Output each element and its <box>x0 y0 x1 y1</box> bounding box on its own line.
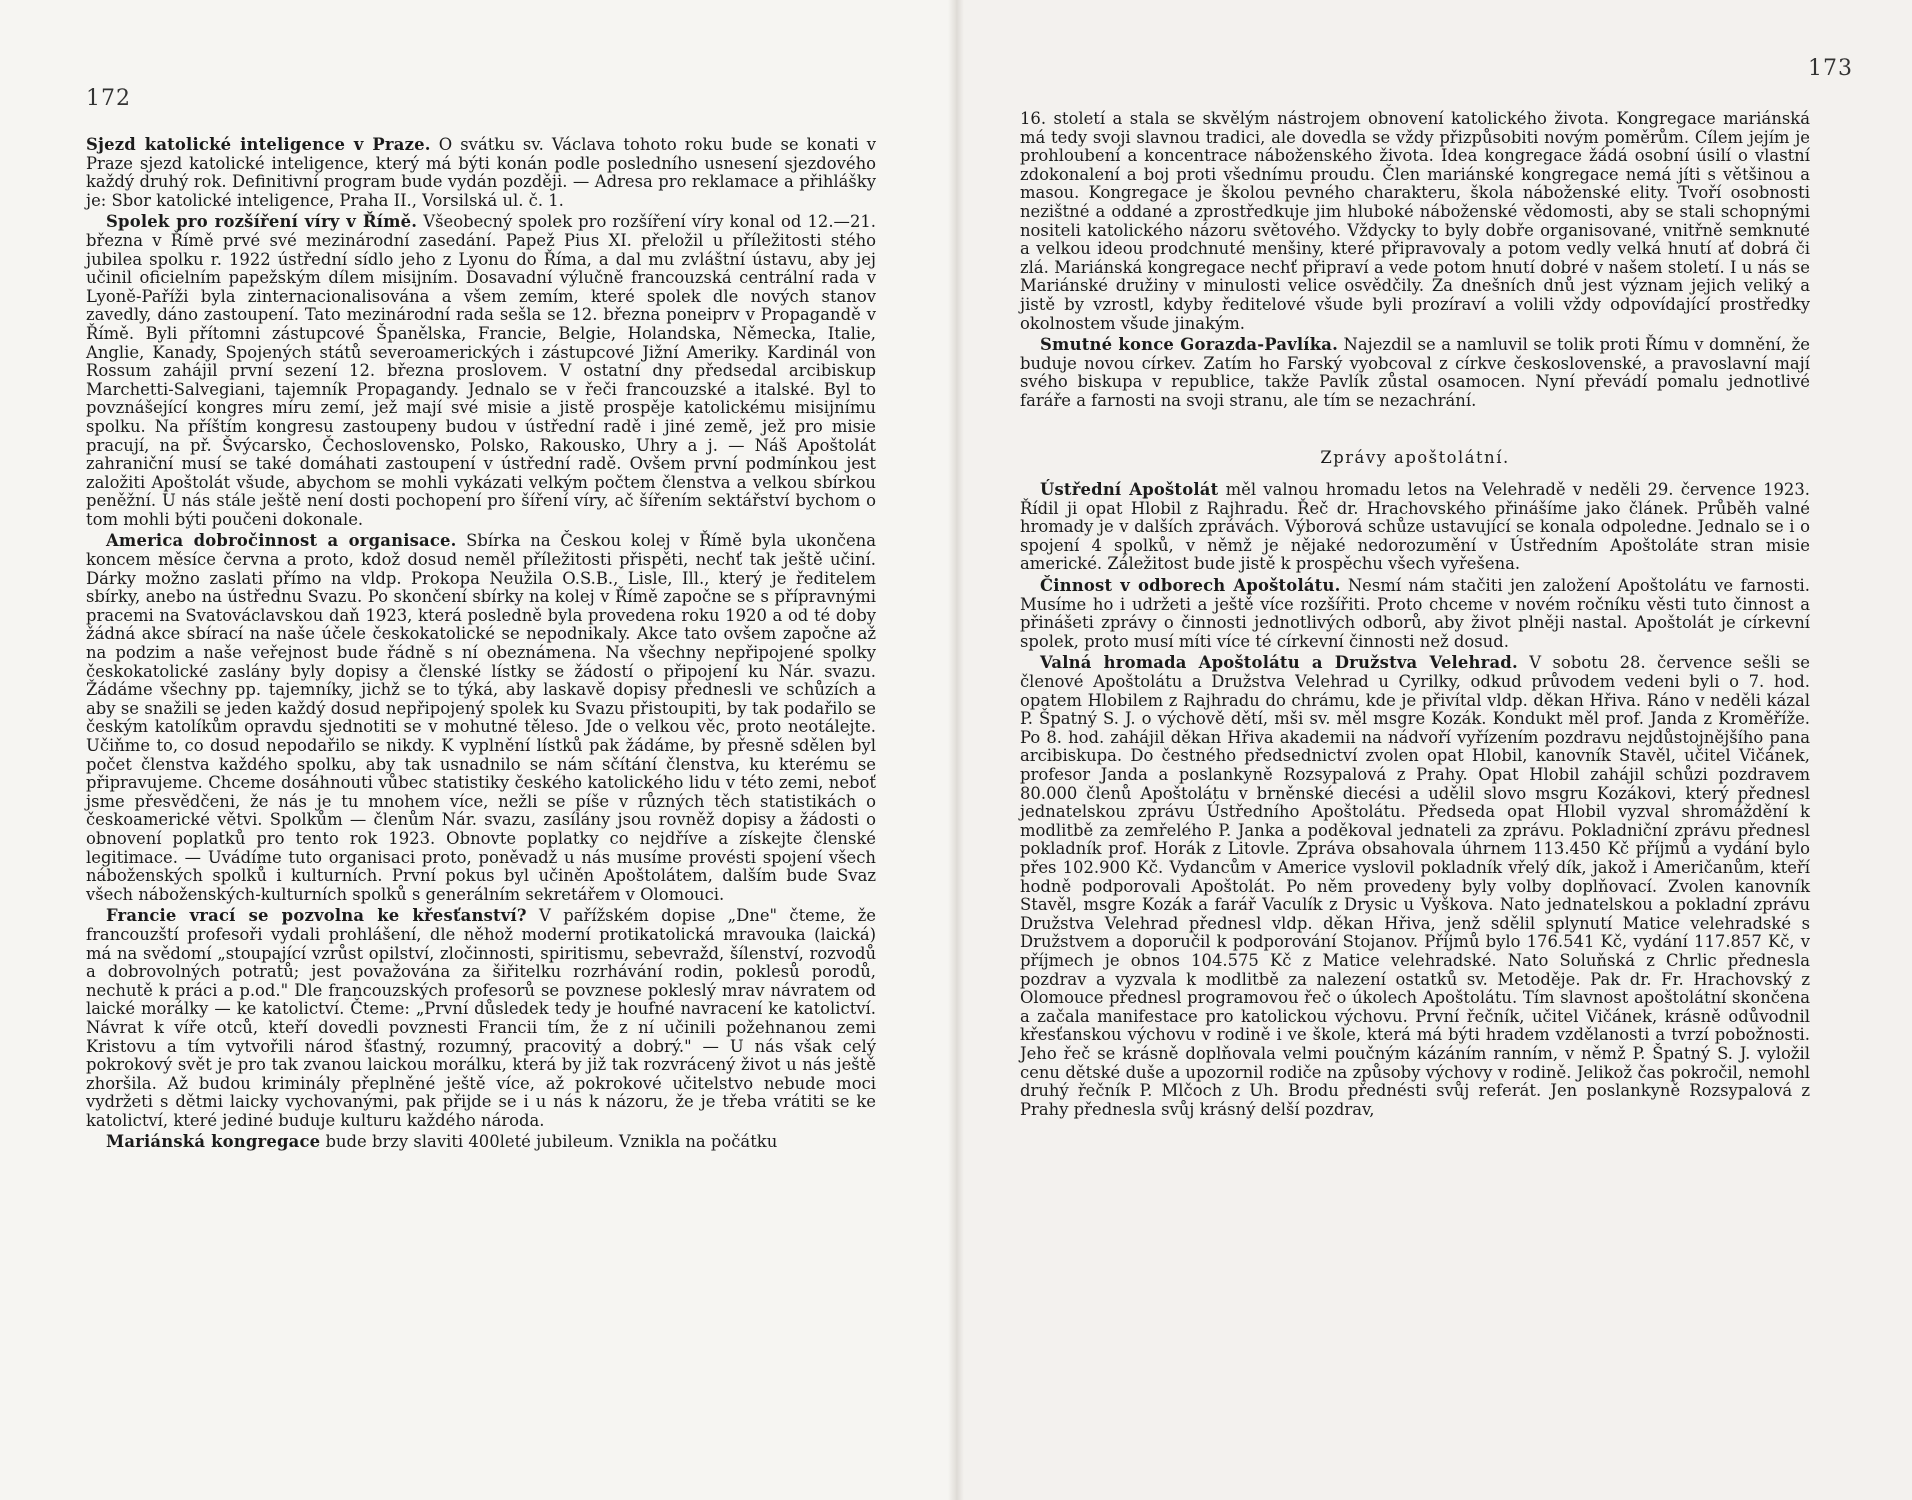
paragraph-lead: Spolek pro rozšíření víry v Římě. <box>106 212 418 232</box>
paragraph-body: Nesmí nám stačiti jen založení Apoštolátu ve farnosti. Musíme ho i udržeti a ještě více rozšířiti. Proto chceme v novém ročníku věsti tuto činnost a přinášeti zprávy o činnosti jednotlivých odborů, aby život plněji nastal. Apoštolát je církevní spolek, proto musí míti více té církevní činnosti než dosud. <box>1020 576 1811 651</box>
right-text-column <box>1020 110 1810 1122</box>
paragraph-lead: Činnost v odborech Apoštolátu. <box>1040 576 1341 596</box>
paragraph-lead: Smutné konce Gorazda-Pavlíka. <box>1040 335 1339 355</box>
paragraph <box>86 532 876 904</box>
paragraph-lead: Francie vrací se pozvolna ke křesťanství? <box>106 906 527 926</box>
paragraph <box>86 907 876 1130</box>
paragraph-body: O svátku sv. Václava tohoto roku bude se konati v Praze sjezd katolické inteligence, který má býti konán podle posledního usnesení sjezdového každý druhý rok. Definitivní program bude vydán později. — Adresa pro reklamace a přihlášky je: Sbor katolické inteligence, Praha II., Vorsilská ul. č. 1. <box>86 135 876 210</box>
paragraph-body: měl valnou hromadu letos na Velehradě v neděli 29. července 1923. Řídil ji opat Hlobil z Rajhradu. Řeč dr. Hrachovského přinášíme jako článek. Průběh valné hromady je v dalších zprávách. Výborová schůze ustavující se konala odpoledne. Jednalo se i o spojení 4 spolků, v němž je nějaké nedorozumění v Ústředním Apoštoláte stran misie americké. Záležitost bude jistě k prospěchu všech vyřešena. <box>1020 480 1811 574</box>
paragraph-lead: Mariánská kongregace <box>106 1132 321 1152</box>
left-text-column <box>86 136 876 1155</box>
paragraph-body: Všeobecný spolek pro rozšíření víry konal od 12.—21. března v Římě prvé své mezinárodní zasedání. Papež Pius XI. přeložil u příležitosti stého jubilea spolku r. 1922 ústřední sídlo jeho z Lyonu do Říma, a dal mu zvláštní ústavu, aby jej učinil oficielním papežským dílem misijním. Dosavadní výlučně francouzská centrální rada v Lyoně-Paříži byla zinternacionalisována a všem zemím, které spolek dle nových stanov zavedly, dáno zastoupení. Tato mezinárodní rada sešla se 12. března poneiprv v Propagandě v Římě. Byli přítomni zástupcové Španělska, Francie, Belgie, Holandska, Německa, Italie, Anglie, Kanady, Spojených států severoamerických i zástupcové Jižní Ameriky. Kardinál von Rossum zahájil první sezení 12. března proslovem. V ostatní dny předsedal arcibiskup Marchetti-Salvegiani, tajemník Propagandy. Jednalo se v řeči francouzské a italské. Byl to povznášející kongres míru zemí, jež mají své misie a jistě prospěje katolickému misijnímu spolku. Na příštím kongresu zastoupeny budou v ústřední radě i jiné země, jež pro misie pracují, na př. Švýcarsko, Čechoslovensko, Polsko, Rakousko, Uhry a j. — Náš Apoštolát zahraniční musí se také domáhati zastoupení v ústřední radě. Ovšem první podmínkou jest založiti Apoštolát všude, abychom se mohli vykázati velkým počtem členstva a velkou sbírkou peněžní. U nás stále ještě není dosti pochopení pro šíření víry, ač šířením sektářství bychom o tom mohli býti poučeni dokonale. <box>86 212 877 529</box>
paragraph-lead: Ústřední Apoštolát <box>1040 480 1219 500</box>
paragraph <box>1020 336 1810 410</box>
paragraph-lead: America dobročinnost a organisace. <box>106 531 457 551</box>
right-page <box>956 0 1912 1500</box>
paragraph <box>1020 110 1810 333</box>
paragraph-body: Najezdil se a namluvil se tolik proti Římu v domnění, že buduje novou církev. Zatím ho Farský vyobcoval z církve československé, a pravoslavní mají svého biskupa v republice, takže Pavlík zůstal osamocen. Nyní převádí pomalu jednotlivé faráře a farnosti na svoji stranu, ale tím se nezachrání. <box>1020 335 1810 410</box>
page-number-right: 173 <box>1808 56 1853 81</box>
paragraph-body: bude brzy slaviti 400leté jubileum. Vznikla na počátku <box>320 1132 778 1152</box>
paragraph-lead: Valná hromada Apoštolátu a Družstva Velehrad. <box>1040 653 1518 673</box>
book-gutter <box>948 0 964 1500</box>
section-heading: Zprávy apoštolátní. <box>1320 447 1510 467</box>
paragraph <box>1020 481 1810 574</box>
page-number-left: 172 <box>86 86 131 111</box>
paragraph-lead: Sjezd katolické inteligence v Praze. <box>86 135 431 154</box>
paragraph-body: V pařížském dopise „Dne" čteme, že francouzští profesoři vydali prohlášení, dle něhož moderní protikatolická mravouka (laická) má na svědomí „stoupající vzrůst opilství, zločinnosti, spiritismu, sebevražd, šílenství, rozvodů a dobrovolných potratů; jest považována za šiřitelku rozrhávání rodin, poklesů porodů, nechutě k práci a p.od." Dle francouzských profesorů se povznese pokleslý mrav návratem od laické morálky — ke katolictví. Čteme: „První důsledek tedy je houfné navracení ke katolictví. Návrat k víře otců, kteří dovedli povznesti Francii tím, že z ní učinili požehnanou zemi Kristovu a tím vytvořili národ šťastný, rozumný, pracovitý a dobrý." — U nás však celý pokrokový svět je pro tak zvanou laickou morálku, která by již tak rozvrácený život u nás ještě zhoršila. Až budou kriminály přeplněné ještě více, až pokrokové učitelstvo nebude moci vydržeti s dětmi laicky vychovanými, pak přijde se i u nás k názoru, že je třeba vrátiti se ke katolictví, které jediné buduje kulturu každého národa. <box>86 906 876 1130</box>
paragraph <box>86 1133 876 1152</box>
paragraph-body: 16. století a stala se skvělým nástrojem obnovení katolického života. Kongregace mariánská má tedy svoji slavnou tradici, ale dovedla se vždy přizpůsobiti novým poměrům. Cílem jejím je prohloubení a koncentrace náboženského života. Idea kongregace žádá osobní úsilí o vlastní zdokonalení a boj proti všednímu proudu. Člen mariánské kongregace nemá jíti s většinou a masou. Kongregace je školou pevného charakteru, škola náboženské elity. Tvoří osobnosti nezištné a oddané a zprostředkuje jim hluboké náboženské vědomosti, aby se stali schopnými nositeli katolického názoru světového. Vždycky to byly dobře organisované, vnitřně semknuté a velkou ideou prodchnuté menšiny, které připravovaly a potom vedly velká hnutí ať dobrá či zlá. Mariánská kongregace nechť připraví a vede potom hnutí dobré v našem století. I u nás se Mariánské družiny v minulosti velice osvědčily. Za dnešních dnů jest význam jejich veliký a jistě by vzrostl, kdyby ředitelové všude byli prozíraví a volili vždy odpovídající prostředky okolnostem všude jinakým. <box>1020 109 1810 333</box>
paragraph-body: Sbírka na Českou kolej v Římě byla ukončena koncem měsíce června a proto, kdož dosud neměl příležitosti přispěti, nechť tak ještě učiní. Dárky možno zaslati přímo na vldp. Prokopa Neužila O.S.B., Lisle, Ill., který je ředitelem sbírky, anebo na ústřednu Svazu. Po skončení sbírky na kolej v Římě započne se s přípravnými pracemi na Svatováclavskou daň 1923, která posledně byla provedena roku 1920 a od té doby žádná akce sbírací na naše účele českokatolické se nepodnikaly. Akce tato ovšem započne až na podzim a naše veřejnost bude řádně s ní obeznámena. Na všechny nepřipojené spolky českokatolické zaslány byly dopisy a členské lístky se žádostí o připojení ku Nár. svazu. Žádáme všechny pp. tajemníky, jichž se to týká, aby laskavě dopisy přednesli ve schůzích a aby se snažili se jeden každý dosud nepřipojený spolek ku Svazu přistoupiti, by tak podařilo se českým katolíkům opravdu sjednotiti se v mohutné těleso. Jde o velkou věc, proto neotálejte. Učiňme to, co dosud nepodařilo se nikdy. K vyplnění lístků pak žádáme, by přesně sdělen byl počet členstva každého spolku, aby tak usnadnilo se nám sčítání členstva, ku kterému se připravujeme. Chceme dosáhnouti vůbec statistiky českého katolického lidu v této zemi, neboť jsme přesvědčeni, že nás je tu mnohem více, nežli se píše v různých těch statistikách o českoamerické větvi. Spolkům — členům Nár. svazu, zasílány jsou rovněž dopisy a žádosti o obnovení poplatků pro tento rok 1923. Obnovte poplatky co nejdříve a získejte členské legitimace. — Uvádíme tuto organisaci proto, poněvadž u nás musíme provésti spojení všech náboženských spolků i kulturních. První pokus byl učiněn Apoštolátem, dalším bude Svaz všech náboženských-kulturních spolků s generálním sekretářem v Olomouci. <box>86 531 876 904</box>
paragraph <box>86 213 876 529</box>
paragraph <box>86 136 876 210</box>
paragraph <box>1020 577 1810 651</box>
paragraph <box>1020 654 1810 1119</box>
paragraph-body: V sobotu 28. července sešli se členové Apoštolátu a Družstva Velehrad u Cyrilky, odkud průvodem vedeni byli o 7. hod. opatem Hlobilem z Rajhradu do chrámu, kde je přivítal vldp. děkan Hřiva. Ráno v neděli kázal P. Špatný S. J. o výchově dětí, mši sv. měl msgre Kozák. Kondukt měl prof. Janda z Kroměříže. Po 8. hod. zahájil děkan Hřiva akademii na nádvoří vyřízením pozdravu nejdůstojnějšího pana arcibiskupa. Do čestného předsednictví zvolen opat Hlobil, kanovník Stavěl, učitel Vičánek, profesor Janda a poslankyně Rozsypalová z Prahy. Opat Hlobil zahájil schůzi pozdravem 80.000 členů Apoštolátu v brněnské diecési a udělil slovo msgru Kozákovi, který přednesl jednatelskou zprávu Ústředního Apoštolátu. Předseda opat Hlobil vyzval shromáždění k modlitbě za zemřelého P. Janka a poděkoval jednateli za zprávu. Pokladniční zprávu přednesl pokladník prof. Horák z Litovle. Zpráva obsahovala úhrnem 113.450 Kč příjmů a vydání bylo přes 102.900 Kč. Vydancům v Americe vyslovil pokladník vřelý dík, jakož i Američanům, kteří hodně podporovali Apoštolát. Po něm provedeny byly volby doplňovací. Zvolen kanovník Stavěl, msgre Kozák a farář Vaculík z Drysic u Vyškova. Nato jednatelskou a pokladní zprávu Družstva Velehrad přednesl vldp. děkan Hřiva, jenž sdělil splynutí Matice velehradské s Družstvem a doporučil k podporování Stojanov. Příjmů bylo 176.541 Kč, vydání 117.857 Kč, v příjmech je obnos 104.575 Kč z Matice velehradské. Nato Soluňská z Chrlic přednesla pozdrav a vyzvala k modlitbě za nalezení ostatků sv. Metoděje. Pak dr. Fr. Hrachovský z Olomouce přednesl programovou řeč o úkolech Apoštolátu. Tím slavnost apoštolátní skončena a začala manifestace pro katolickou výchovu. První řečník, učitel Vičánek, krásně odůvodnil křesťanskou výchovu v rodině i ve škole, která má býti hradem vzdělanosti a tvrzí pobožnosti. Jeho řeč se krásně doplňovala velmi poučným kázáním ranním, v němž P. Špatný S. J. vyložil cenu dětské duše a upozornil rodiče na způsoby výchovy v rodině. Jelikož čas pokročil, nemohl druhý řečník P. Mlčoch z Uh. Brodu přednésti svůj referát. Jen poslankyně Rozsypalová z Prahy přednesla svůj krásný delší pozdrav, <box>1020 653 1810 1119</box>
